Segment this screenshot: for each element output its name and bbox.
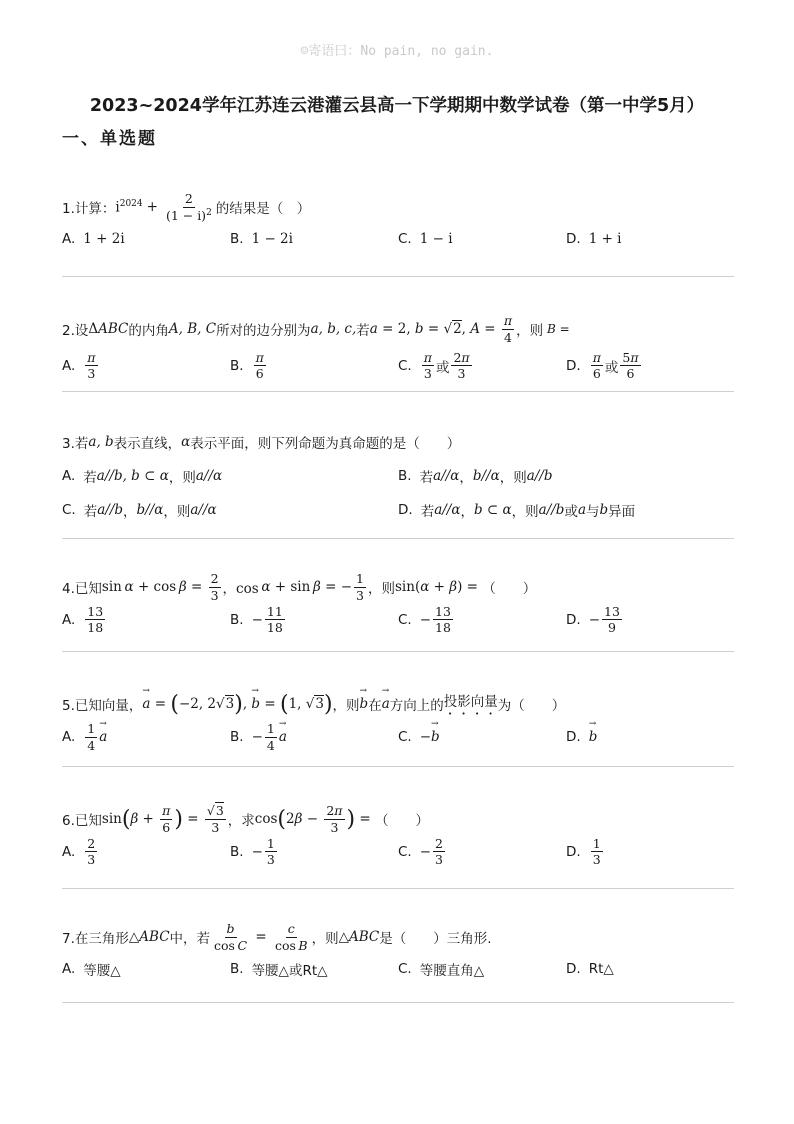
divider <box>62 391 734 392</box>
divider <box>62 651 734 652</box>
option-d[interactable]: D. 若 a//α ， b ⊂ α ， 则 a//b 或 a 与 b 异面 <box>398 502 636 520</box>
question-1-stem: 1.计算： $i^{2024}$ + $\frac{2}{(1 - i)^2}$ 的结果是（ ） <box>62 191 311 223</box>
question-2-stem: 2.设 Δ ABC 的内角 A, B, C 所对的边分别为 a, b, c, 若 a = 2, b = √2, A = $\frac{\pi}{4}$ ，则 B = <box>62 313 570 345</box>
exam-title: 2023~2024学年江苏连云港灌云县高一下学期期中数学试卷（第一中学5月） <box>89 96 705 116</box>
option-b[interactable]: B. − $\frac{11}{18}$ <box>230 603 283 636</box>
divider <box>62 766 734 767</box>
option-a[interactable]: A. 等腰△ <box>62 960 121 979</box>
question-6-stem: 6.已知 sin ( β + $\frac{\pi}{6}$ ) = $\frac{√3}{3}$ ，求 cos ( 2 β − $\frac{2\pi}{3}$ ) = （ ） <box>62 803 429 835</box>
option-c[interactable]: C. − $\frac{2}{3}$ <box>398 835 443 868</box>
question-6 <box>62 804 734 867</box>
option-a[interactable]: A. $\frac{1}{4}$ → a <box>62 722 230 753</box>
option-b[interactable]: B. − $\frac{1}{4}$ → a <box>230 722 398 753</box>
divider <box>62 1002 734 1003</box>
option-b[interactable]: B. 等腰△或Rt△ <box>230 960 328 979</box>
option-b[interactable]: B. $\frac{\pi}{6}$ <box>230 349 264 382</box>
question-1 <box>62 192 734 247</box>
motto-header: ☺寄语曰：No pain, no gain. <box>300 44 494 59</box>
option-c[interactable]: C. 若 a//b ， b//α ， 则 a//α <box>62 502 217 520</box>
question-4 <box>62 572 734 635</box>
option-a[interactable]: A. 若 a//b, b ⊂ α ， 则 a//α <box>62 468 223 486</box>
question-5-stem: 5.已知向量， → a = ( −2, 2√3 ) , → b = ( 1, √3 ) ，则 → b 在 → a 方向上的 投影向量 为（ ） <box>62 690 734 718</box>
option-c[interactable]: C. − $\frac{13}{18}$ <box>398 603 451 636</box>
option-a[interactable]: A. 1 + 2i <box>62 230 125 247</box>
option-d[interactable]: D. − $\frac{13}{9}$ <box>566 603 620 636</box>
option-c[interactable]: C. $\frac{\pi}{3}$ 或 $\frac{2\pi}{3}$ <box>398 349 470 382</box>
question-7-stem: 7.在三角形 △ ABC 中，若 $\frac{b}{\text{cos C}}$ = $\frac{c}{\text{cos B}}$ ，则 △ ABC 是（ ）三角形. <box>62 921 492 953</box>
option-b[interactable]: B. 1 − 2i <box>230 230 293 247</box>
option-d[interactable]: D. $\frac{\pi}{6}$ 或 $\frac{5\pi}{6}$ <box>566 349 639 382</box>
question-5 <box>62 690 734 753</box>
emphasized-text: 投影向量 <box>443 694 498 710</box>
option-a[interactable]: A. $\frac{\pi}{3}$ <box>62 349 96 382</box>
question-4-stem: 4.已知 sin α + cos β = $\frac{2}{3}$ ，cos α + sin β = − $\frac{1}{3}$ ，则 sin( α + β ) = （ ） <box>62 571 537 603</box>
question-3-stem: 3.若 a, b 表示直线， α 表示平面，则下列命题为真命题的是（ ） <box>62 434 461 452</box>
option-d[interactable]: D. → b <box>566 722 734 753</box>
option-a[interactable]: A. $\frac{13}{18}$ <box>62 603 104 636</box>
divider <box>62 276 734 277</box>
divider <box>62 538 734 539</box>
option-b[interactable]: B. 若 a//α ， b//α ， 则 a//b <box>398 468 553 486</box>
question-2 <box>62 314 734 381</box>
question-7 <box>62 922 734 979</box>
question-3 <box>62 432 734 520</box>
option-d[interactable]: D. $\frac{1}{3}$ <box>566 835 601 868</box>
option-c[interactable]: C. 1 − i <box>398 230 453 247</box>
option-c[interactable]: C. − → b <box>398 722 566 753</box>
option-d[interactable]: D. 1 + i <box>566 230 622 247</box>
option-d[interactable]: D. Rt△ <box>566 960 614 977</box>
option-b[interactable]: B. − $\frac{1}{3}$ <box>230 835 275 868</box>
option-c[interactable]: C. 等腰直角△ <box>398 960 485 979</box>
option-a[interactable]: A. $\frac{2}{3}$ <box>62 835 96 868</box>
divider <box>62 888 734 889</box>
section-heading: 一、单选题 <box>62 129 157 149</box>
